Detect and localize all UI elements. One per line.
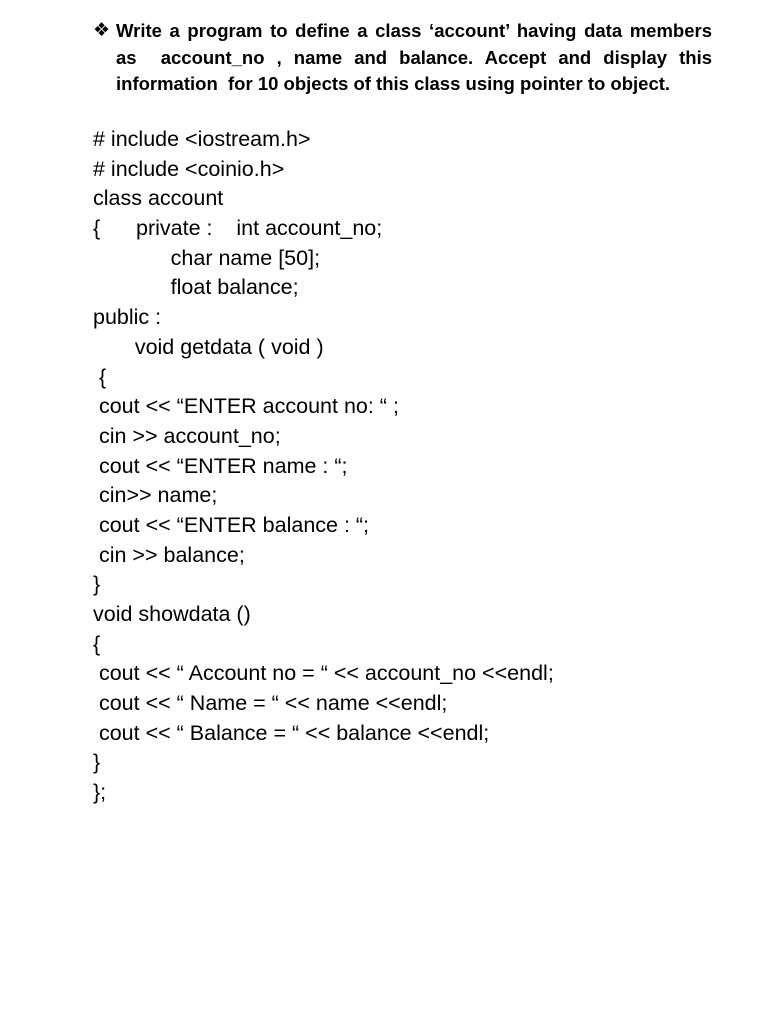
code-line: cout << “ENTER name : “; [93, 453, 348, 478]
question-text: Write a program to define a class ‘account’ having data members as account_no , name and balance. Accept and display this information for 10 objects of this class using pointer to object. [116, 20, 718, 94]
code-line: cin >> balance; [93, 542, 245, 567]
diamond-bullet-icon: ❖ [93, 20, 111, 41]
code-line: float balance; [93, 275, 299, 300]
code-line: cin>> name; [93, 483, 218, 508]
code-line: { private : int account_no; [93, 216, 383, 241]
question-item [93, 18, 718, 98]
code-line: { [93, 364, 107, 389]
code-line: # include <iostream.h> [93, 127, 311, 151]
code-line: cout << “ Balance = “ << balance <<endl; [93, 720, 490, 745]
code-line: cin >> account_no; [93, 423, 281, 448]
code-line: class account [93, 186, 224, 211]
code-line: void showdata () [93, 602, 251, 626]
code-line: } [93, 750, 101, 775]
code-line: }; [93, 780, 107, 805]
code-line: void getdata ( void ) [93, 334, 324, 359]
code-line: cout << “ Name = “ << name <<endl; [93, 691, 448, 716]
code-block [93, 125, 733, 808]
code-line: { [93, 631, 101, 656]
code-line: char name [50]; [93, 245, 321, 270]
code-line: public : [93, 305, 162, 330]
code-line: cout << “ Account no = “ << account_no <<endl; [93, 661, 554, 686]
code-line: } [93, 572, 101, 597]
code-line: cout << “ENTER account no: “ ; [93, 394, 399, 419]
code-line: # include <coinio.h> [93, 156, 285, 181]
code-line: cout << “ENTER balance : “; [93, 512, 370, 537]
